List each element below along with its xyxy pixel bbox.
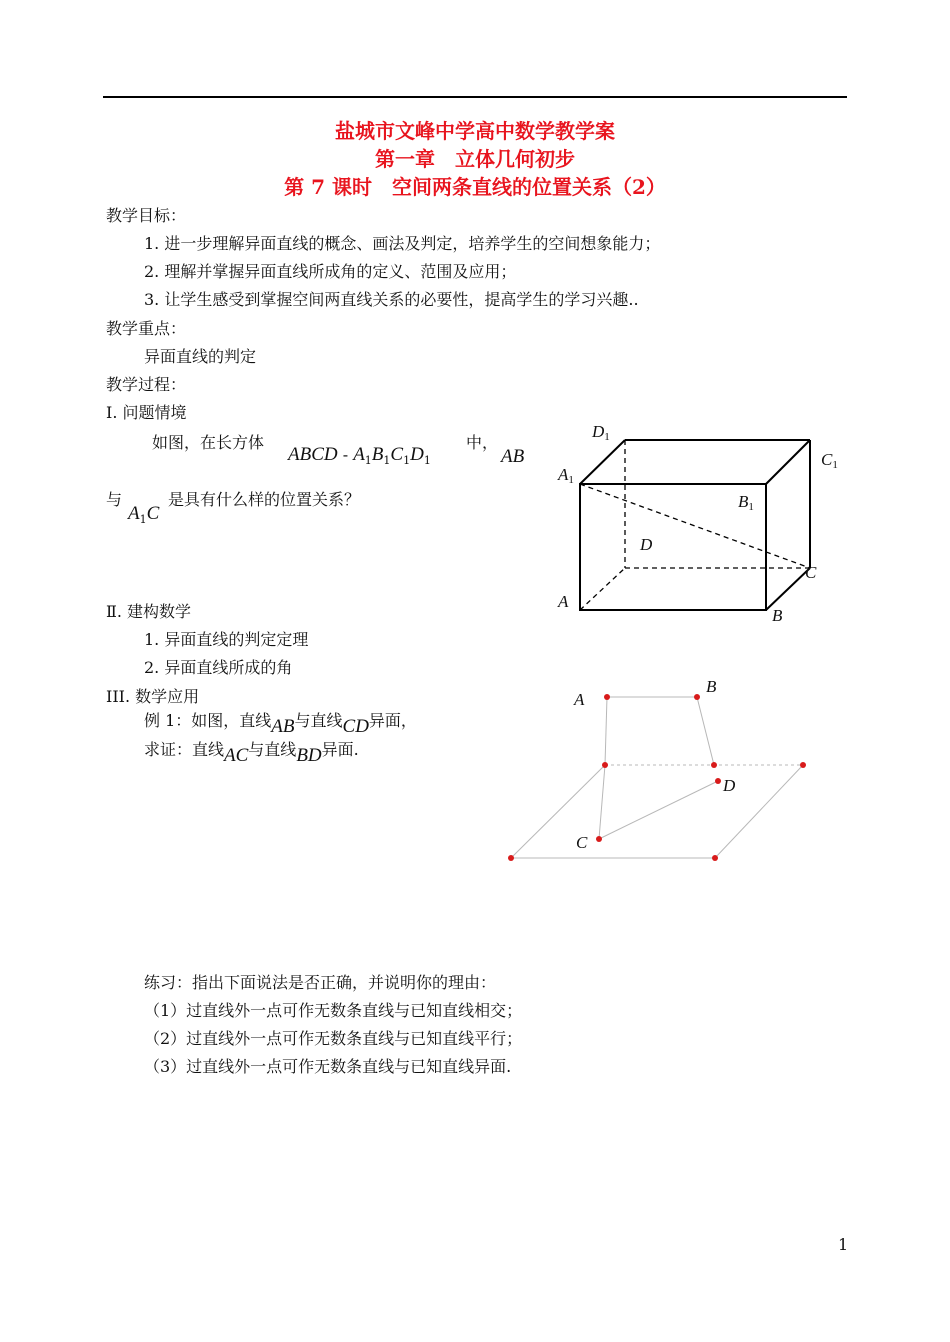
label-d: D <box>640 535 653 554</box>
label-a: A <box>558 592 569 611</box>
section2-heading: Ⅱ. 建构数学 <box>106 602 192 621</box>
goals-heading: 教学目标： <box>106 206 187 225</box>
lesson-title: 第 7 课时 空间两条直线的位置关系（2） <box>284 175 666 199</box>
point-d <box>715 778 721 784</box>
question-prefix: 如图，在长方体 <box>152 433 265 452</box>
practice-item: （2）过直线外一点可作无数条直线与已知直线平行； <box>144 1029 523 1048</box>
point-plane-back-left <box>602 762 608 768</box>
point-c <box>596 836 602 842</box>
label-b1: B1 <box>738 492 754 513</box>
chapter-title: 第一章 立体几何初步 <box>375 147 575 171</box>
section2-item: 2. 异面直线所成的角 <box>144 658 293 677</box>
segment-a-down <box>605 697 607 765</box>
example-line: 例 1：如图，直线AB与直线CD异面， <box>144 711 417 737</box>
segment-b-down <box>697 697 714 765</box>
practice-heading: 练习：指出下面说法是否正确，并说明你的理由： <box>144 973 497 992</box>
school-title: 盐城市文峰中学高中数学教学案 <box>335 119 615 143</box>
goal-item: 2. 理解并掌握异面直线所成角的定义、范围及应用； <box>144 262 517 281</box>
fig2-label-c: C <box>576 833 588 852</box>
keypoint-heading: 教学重点： <box>106 319 187 338</box>
proof-line: 求证：直线AC与直线BD异面. <box>144 740 359 766</box>
process-heading: 教学过程： <box>106 375 187 394</box>
cuboid-name: ABCD - $A_1B_1C_1D_1$ <box>288 444 431 467</box>
segment-to-c <box>599 765 605 839</box>
label-a1: A1 <box>558 465 574 486</box>
page-number: 1 <box>838 1235 849 1254</box>
line-ab: AB <box>501 446 525 467</box>
question-suffix: 是具有什么样的位置关系？ <box>168 490 361 509</box>
goal-item: 1. 进一步理解异面直线的概念、画法及判定，培养学生的空间想象能力； <box>144 234 661 253</box>
practice-item: （1）过直线外一点可作无数条直线与已知直线相交； <box>144 1001 523 1020</box>
plane-left-edge <box>511 765 605 858</box>
label-c1: C1 <box>821 450 838 471</box>
label-b: B <box>772 606 783 625</box>
point-b <box>694 694 700 700</box>
fig2-label-b: B <box>706 677 717 696</box>
question-with: 与 <box>106 490 123 509</box>
label-d1: D1 <box>592 422 610 443</box>
fig2-label-d: D <box>723 776 736 795</box>
point-plane-front-right <box>712 855 718 861</box>
practice-item: （3）过直线外一点可作无数条直线与已知直线异面. <box>144 1057 512 1076</box>
question-mid: 中， <box>466 433 499 452</box>
segment-cd <box>599 781 718 839</box>
point-plane-back-right <box>800 762 806 768</box>
point-plane-front-left <box>508 855 514 861</box>
section3-heading: III. 数学应用 <box>106 687 200 706</box>
fig2-label-a: A <box>574 690 585 709</box>
label-c: C <box>805 563 817 582</box>
point-plane-back-mid <box>711 762 717 768</box>
section2-item: 1. 异面直线的判定定理 <box>144 630 309 649</box>
goal-item: 3. 让学生感受到掌握空间两直线关系的必要性，提高学生的学习兴趣.. <box>144 290 639 309</box>
line-a1c: $A_1C$ <box>128 503 160 526</box>
section1-heading: Ⅰ. 问题情境 <box>106 403 187 422</box>
point-a <box>604 694 610 700</box>
keypoint-text: 异面直线的判定 <box>144 347 257 366</box>
